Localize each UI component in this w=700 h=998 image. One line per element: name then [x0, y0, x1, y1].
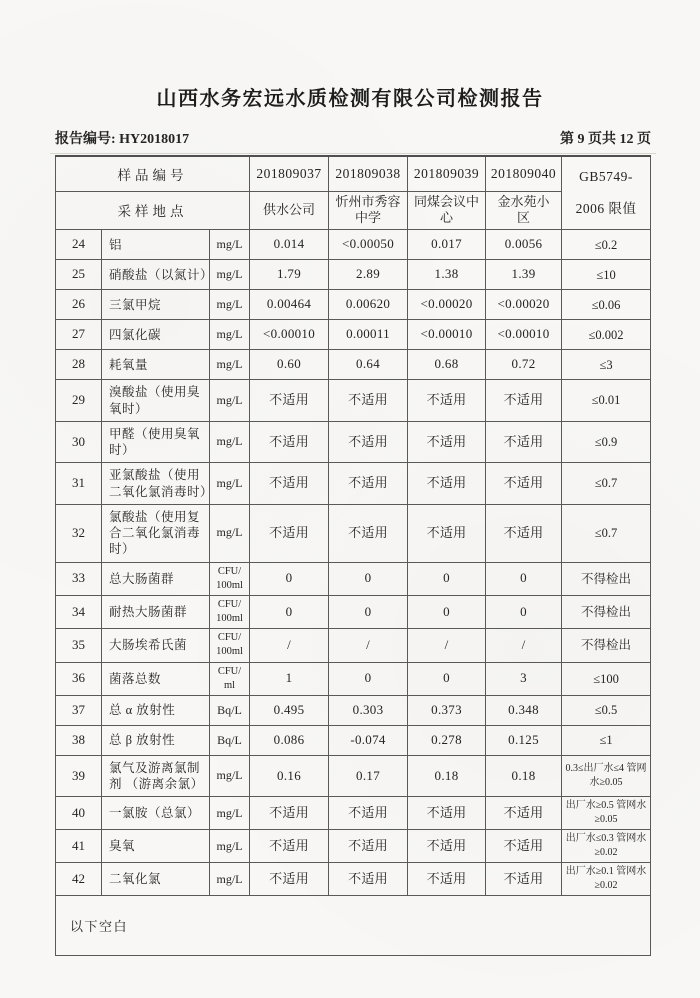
value-cell: 0	[250, 595, 329, 628]
row-index: 28	[56, 350, 102, 380]
limit-cell: 不得检出	[562, 595, 651, 628]
value-cell: 0	[408, 595, 486, 628]
value-cell: 1.39	[486, 260, 562, 290]
value-cell: 不适用	[329, 380, 408, 422]
value-cell: 不适用	[329, 421, 408, 463]
value-cell: 0	[408, 662, 486, 695]
limit-cell: ≤0.7	[562, 504, 651, 562]
parameter-name: 一氯胺（总氯）	[102, 797, 210, 830]
row-index: 26	[56, 290, 102, 320]
parameter-name: 总大肠菌群	[102, 562, 210, 595]
value-cell: <0.00010	[486, 320, 562, 350]
parameter-name: 甲醛（使用臭氧时）	[102, 421, 210, 463]
sample-location: 供水公司	[250, 191, 329, 230]
value-cell: 0.68	[408, 350, 486, 380]
row-index: 33	[56, 562, 102, 595]
limit-cell: ≤100	[562, 662, 651, 695]
value-cell: 不适用	[408, 380, 486, 422]
page-indicator: 第 9 页共 12 页	[560, 132, 651, 147]
value-cell: 0.278	[408, 725, 486, 755]
row-index: 39	[56, 755, 102, 797]
table-row	[56, 260, 651, 290]
row-index: 27	[56, 320, 102, 350]
limit-cell: 0.3≤出厂水≤4 管网水≥0.05	[562, 755, 651, 797]
value-cell: 不适用	[329, 863, 408, 896]
value-cell: 0.373	[408, 695, 486, 725]
value-cell: 0.125	[486, 725, 562, 755]
value-cell: 0.18	[486, 755, 562, 797]
sample-location: 忻州市秀容中学	[329, 191, 408, 230]
parameter-name: 亚氯酸盐（使用二氧化氯消毒时）	[102, 463, 210, 505]
parameter-name: 菌落总数	[102, 662, 210, 695]
value-cell: 不适用	[250, 830, 329, 863]
value-cell: 3	[486, 662, 562, 695]
unit-cell: mg/L	[210, 755, 250, 797]
value-cell: 0	[408, 562, 486, 595]
value-cell: 0.60	[250, 350, 329, 380]
value-cell: 0.18	[408, 755, 486, 797]
value-cell: 1.38	[408, 260, 486, 290]
value-cell: <0.00020	[408, 290, 486, 320]
parameter-name: 氯气及游离氯制剂 （游离余氯）	[102, 755, 210, 797]
header-row-locations	[56, 191, 651, 230]
table-row	[56, 421, 651, 463]
value-cell: 0.0056	[486, 230, 562, 260]
value-cell: 0	[329, 595, 408, 628]
value-cell: 0.00011	[329, 320, 408, 350]
limit-cell: ≤10	[562, 260, 651, 290]
limit-cell: ≤0.7	[562, 463, 651, 505]
header-row-sample-ids	[56, 156, 651, 191]
value-cell: 不适用	[250, 504, 329, 562]
value-cell: 0	[250, 562, 329, 595]
report-number: 报告编号: HY2018017	[55, 132, 190, 147]
table-footer	[56, 896, 651, 956]
value-cell: 不适用	[250, 380, 329, 422]
row-index: 40	[56, 797, 102, 830]
parameter-name: 大肠埃希氏菌	[102, 629, 210, 662]
parameter-name: 臭氧	[102, 830, 210, 863]
value-cell: 不适用	[250, 421, 329, 463]
unit-cell: Bq/L	[210, 725, 250, 755]
unit-cell: mg/L	[210, 421, 250, 463]
table-row	[56, 797, 651, 830]
gb-limit-line2: 2006 限值	[575, 200, 637, 216]
unit-cell: mg/L	[210, 320, 250, 350]
value-cell: 不适用	[486, 421, 562, 463]
parameter-name: 总 β 放射性	[102, 725, 210, 755]
value-cell: <0.00010	[408, 320, 486, 350]
unit-cell: mg/L	[210, 463, 250, 505]
value-cell: <0.00020	[486, 290, 562, 320]
value-cell: 不适用	[486, 463, 562, 505]
table-row	[56, 725, 651, 755]
table-row	[56, 830, 651, 863]
results-table	[55, 155, 651, 956]
value-cell: 0.303	[329, 695, 408, 725]
table-row	[56, 290, 651, 320]
value-cell: /	[486, 629, 562, 662]
limit-cell: ≤0.002	[562, 320, 651, 350]
unit-cell: CFU/ 100ml	[210, 595, 250, 628]
value-cell: 0.72	[486, 350, 562, 380]
row-index: 35	[56, 629, 102, 662]
unit-cell: mg/L	[210, 230, 250, 260]
unit-cell: mg/L	[210, 504, 250, 562]
limit-cell: ≤3	[562, 350, 651, 380]
value-cell: 0.00464	[250, 290, 329, 320]
unit-cell: mg/L	[210, 380, 250, 422]
table-row	[56, 755, 651, 797]
value-cell: 0.16	[250, 755, 329, 797]
row-index: 30	[56, 421, 102, 463]
sample-location-label: 采样地点	[56, 191, 250, 230]
value-cell: /	[250, 629, 329, 662]
gb-limit-line1: GB5749-	[579, 169, 633, 185]
table-header	[56, 156, 651, 230]
value-cell: 0.017	[408, 230, 486, 260]
value-cell: <0.00050	[329, 230, 408, 260]
limit-cell: ≤0.5	[562, 695, 651, 725]
row-index: 29	[56, 380, 102, 422]
unit-cell: mg/L	[210, 863, 250, 896]
value-cell: 0.64	[329, 350, 408, 380]
parameter-name: 二氧化氯	[102, 863, 210, 896]
value-cell: 不适用	[408, 797, 486, 830]
value-cell: 不适用	[408, 863, 486, 896]
limit-cell: 出厂水≤0.3 管网水≥0.02	[562, 830, 651, 863]
unit-cell: CFU/ 100ml	[210, 562, 250, 595]
unit-cell: mg/L	[210, 260, 250, 290]
blank-note: 以下空白	[56, 896, 651, 956]
row-index: 25	[56, 260, 102, 290]
report-meta	[55, 128, 651, 148]
value-cell: 不适用	[329, 797, 408, 830]
value-cell: 不适用	[329, 830, 408, 863]
value-cell: 0	[486, 562, 562, 595]
sample-id: 201809039	[408, 156, 486, 191]
value-cell: 不适用	[408, 463, 486, 505]
value-cell: 0.495	[250, 695, 329, 725]
unit-cell: CFU/ 100ml	[210, 629, 250, 662]
table-row	[56, 504, 651, 562]
unit-cell: mg/L	[210, 830, 250, 863]
table-row	[56, 320, 651, 350]
value-cell: 1	[250, 662, 329, 695]
value-cell: 0	[329, 662, 408, 695]
row-index: 31	[56, 463, 102, 505]
row-index: 41	[56, 830, 102, 863]
value-cell: 不适用	[408, 421, 486, 463]
value-cell: 不适用	[250, 863, 329, 896]
sample-location: 金水苑小区	[486, 191, 562, 230]
limit-cell: ≤0.01	[562, 380, 651, 422]
value-cell: 0	[329, 562, 408, 595]
value-cell: 不适用	[486, 863, 562, 896]
value-cell: 不适用	[250, 797, 329, 830]
value-cell: 0.00620	[329, 290, 408, 320]
value-cell: 不适用	[486, 380, 562, 422]
value-cell: /	[408, 629, 486, 662]
value-cell: 不适用	[329, 504, 408, 562]
value-cell: <0.00010	[250, 320, 329, 350]
row-index: 37	[56, 695, 102, 725]
limit-cell: 不得检出	[562, 562, 651, 595]
row-index: 38	[56, 725, 102, 755]
value-cell: 0.014	[250, 230, 329, 260]
value-cell: 不适用	[486, 504, 562, 562]
value-cell: -0.074	[329, 725, 408, 755]
limit-cell: 不得检出	[562, 629, 651, 662]
parameter-name: 总 α 放射性	[102, 695, 210, 725]
divider-rule	[50, 153, 656, 154]
parameter-name: 铝	[102, 230, 210, 260]
limit-cell: 出厂水≥0.1 管网水≥0.02	[562, 863, 651, 896]
value-cell: 0.086	[250, 725, 329, 755]
limit-cell: ≤1	[562, 725, 651, 755]
value-cell: 0	[486, 595, 562, 628]
value-cell: 不适用	[250, 463, 329, 505]
unit-cell: mg/L	[210, 797, 250, 830]
table-row	[56, 230, 651, 260]
value-cell: 2.89	[329, 260, 408, 290]
value-cell: 0.348	[486, 695, 562, 725]
table-row	[56, 562, 651, 595]
table-row	[56, 695, 651, 725]
value-cell: /	[329, 629, 408, 662]
value-cell: 不适用	[329, 463, 408, 505]
table-row	[56, 662, 651, 695]
value-cell: 不适用	[408, 830, 486, 863]
parameter-name: 四氯化碳	[102, 320, 210, 350]
unit-cell: mg/L	[210, 290, 250, 320]
value-cell: 0.17	[329, 755, 408, 797]
parameter-name: 耗氧量	[102, 350, 210, 380]
sample-location: 同煤会议中心	[408, 191, 486, 230]
parameter-name: 耐热大肠菌群	[102, 595, 210, 628]
row-index: 42	[56, 863, 102, 896]
parameter-name: 溴酸盐（使用臭氧时）	[102, 380, 210, 422]
row-index: 34	[56, 595, 102, 628]
sample-id: 201809037	[250, 156, 329, 191]
table-row	[56, 380, 651, 422]
limit-cell: ≤0.9	[562, 421, 651, 463]
sample-no-label: 样品编号	[56, 156, 250, 191]
results-body	[56, 230, 651, 896]
table-row	[56, 350, 651, 380]
blank-note-row	[56, 896, 651, 956]
unit-cell: Bq/L	[210, 695, 250, 725]
table-row	[56, 863, 651, 896]
table-row	[56, 463, 651, 505]
value-cell: 不适用	[408, 504, 486, 562]
sample-id: 201809040	[486, 156, 562, 191]
sample-id: 201809038	[329, 156, 408, 191]
table-row	[56, 629, 651, 662]
parameter-name: 硝酸盐（以氮计）	[102, 260, 210, 290]
value-cell: 不适用	[486, 797, 562, 830]
report-title: 山西水务宏远水质检测有限公司检测报告	[156, 88, 544, 110]
limit-cell: 出厂水≥0.5 管网水≥0.05	[562, 797, 651, 830]
value-cell: 1.79	[250, 260, 329, 290]
row-index: 36	[56, 662, 102, 695]
parameter-name: 氯酸盐（使用复合二氧化氯消毒时）	[102, 504, 210, 562]
gb-limit-header	[562, 156, 651, 230]
limit-cell: ≤0.2	[562, 230, 651, 260]
row-index: 24	[56, 230, 102, 260]
unit-cell: CFU/ ml	[210, 662, 250, 695]
row-index: 32	[56, 504, 102, 562]
limit-cell: ≤0.06	[562, 290, 651, 320]
parameter-name: 三氯甲烷	[102, 290, 210, 320]
table-row	[56, 595, 651, 628]
value-cell: 不适用	[486, 830, 562, 863]
unit-cell: mg/L	[210, 350, 250, 380]
